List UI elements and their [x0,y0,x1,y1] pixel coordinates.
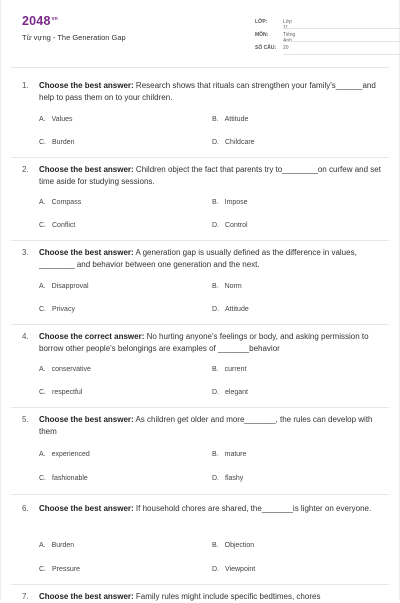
option-letter: D. [212,475,219,482]
site-logo[interactable] [22,14,58,28]
option-c[interactable] [39,475,88,482]
option-text: conservative [51,366,91,373]
meta-value: 20 [283,45,289,51]
option-text: current [224,366,247,373]
option-text: respectful [52,389,83,396]
option-d[interactable] [212,306,249,313]
question-divider [11,157,389,158]
logo-text: 2048 [22,14,51,28]
option-d[interactable] [212,139,255,146]
option-text: experienced [51,451,90,458]
question-number: 5. [22,415,29,424]
option-b[interactable] [212,199,248,206]
question-instruction: Choose the best answer: [39,81,134,90]
question-number: 1. [22,81,29,90]
option-d[interactable] [212,475,243,482]
meta-key: SỐ CÂU: [255,45,277,51]
question-divider [11,324,389,325]
option-c[interactable] [39,566,80,573]
option-letter: B. [212,451,219,458]
option-letter: A. [39,283,46,290]
question-5 [22,414,382,437]
question-instruction: Choose the best answer: [39,165,134,174]
question-divider [11,240,389,241]
option-b[interactable] [212,542,254,549]
question-text: Family rules might include specific bedtimes, chores [135,592,321,601]
question-4 [22,331,382,354]
option-b[interactable] [212,283,242,290]
option-letter: D. [212,566,219,573]
option-text: Compass [51,199,82,206]
option-text: Control [225,222,248,229]
question-7 [22,591,382,603]
option-letter: C. [39,139,46,146]
option-text: Impose [224,199,248,206]
option-letter: A. [39,366,46,373]
option-letter: A. [39,199,46,206]
option-letter: C. [39,566,46,573]
option-text: Burden [52,139,75,146]
option-text: Attitude [225,306,249,313]
question-text: Research shows that rituals can strengthen your family's______and help to pass them on to your children. [39,81,376,102]
option-letter: A. [39,116,46,123]
question-instruction: Choose the best answer: [39,592,134,601]
option-text: Viewpoint [225,566,256,573]
option-b[interactable] [212,366,246,373]
option-letter: B. [212,283,219,290]
option-d[interactable] [212,566,255,573]
option-c[interactable] [39,389,82,396]
option-letter: D. [212,389,219,396]
option-letter: C. [39,475,46,482]
option-d[interactable] [212,222,248,229]
option-letter: C. [39,222,46,229]
meta-underline [283,41,400,42]
option-letter: D. [212,222,219,229]
question-text: Children object the fact that parents try to________on curfew and set time aside for studying sessions. [39,165,381,186]
question-text: If household chores are shared, the_______is lighter on everyone. [135,504,372,513]
option-letter: D. [212,306,219,313]
option-letter: C. [39,306,46,313]
option-text: Burden [51,542,75,549]
option-d[interactable] [212,389,248,396]
question-divider [11,494,389,495]
option-c[interactable] [39,222,75,229]
question-number: 2. [22,165,29,174]
meta-key: LỚP: [255,19,268,25]
question-instruction: Choose the best answer: [39,504,134,513]
question-text: No hurting anyone's feelings or body, and asking permission to borrow other people's belongings are examples of _______behavior [39,332,369,353]
meta-value: Tiếng Anh [283,32,296,44]
meta-underline [283,28,400,29]
meta-value: Lớp 11 [283,19,292,31]
option-letter: A. [39,542,46,549]
option-text: mature [224,451,247,458]
option-text: Norm [224,283,242,290]
meta-key: MÔN: [255,32,269,38]
question-divider [11,584,389,585]
question-3 [22,247,382,270]
option-a[interactable] [39,199,81,206]
option-c[interactable] [39,139,75,146]
question-text: As children get older and more_______, the rules can develop with them [39,415,373,436]
option-text: Privacy [52,306,75,313]
option-a[interactable] [39,451,90,458]
option-b[interactable] [212,451,246,458]
option-c[interactable] [39,306,75,313]
meta-underline [283,54,400,55]
question-instruction: Choose the best answer: [39,415,134,424]
option-text: elegant [225,389,248,396]
question-2 [22,164,382,187]
option-a[interactable] [39,116,73,123]
option-a[interactable] [39,542,74,549]
option-b[interactable] [212,116,248,123]
logo-suffix: vn [51,15,58,22]
option-text: Pressure [52,566,81,573]
question-instruction: Choose the correct answer: [39,332,145,341]
option-letter: C. [39,389,46,396]
option-text: Disapproval [51,283,89,290]
option-text: Childcare [225,139,255,146]
option-text: Values [51,116,73,123]
option-a[interactable] [39,366,91,373]
document-title: Từ vựng - The Generation Gap [22,33,126,42]
option-letter: B. [212,366,219,373]
option-letter: B. [212,116,219,123]
question-number: 7. [22,592,29,601]
option-text: Conflict [52,222,76,229]
option-text: Attitude [224,116,249,123]
option-letter: B. [212,542,219,549]
question-divider [11,407,389,408]
question-text: A generation gap is usually defined as the difference in values, ________ and behavior between one generation and the next. [39,248,357,269]
header-divider [11,67,389,68]
option-a[interactable] [39,283,89,290]
option-letter: B. [212,199,219,206]
question-number: 3. [22,248,29,257]
question-number: 6. [22,504,29,513]
question-6 [22,503,382,515]
option-text: Objection [224,542,255,549]
option-text: fashionable [52,475,88,482]
question-instruction: Choose the best answer: [39,248,134,257]
option-letter: D. [212,139,219,146]
option-text: flashy [225,475,244,482]
question-1 [22,80,382,103]
option-letter: A. [39,451,46,458]
question-number: 4. [22,332,29,341]
